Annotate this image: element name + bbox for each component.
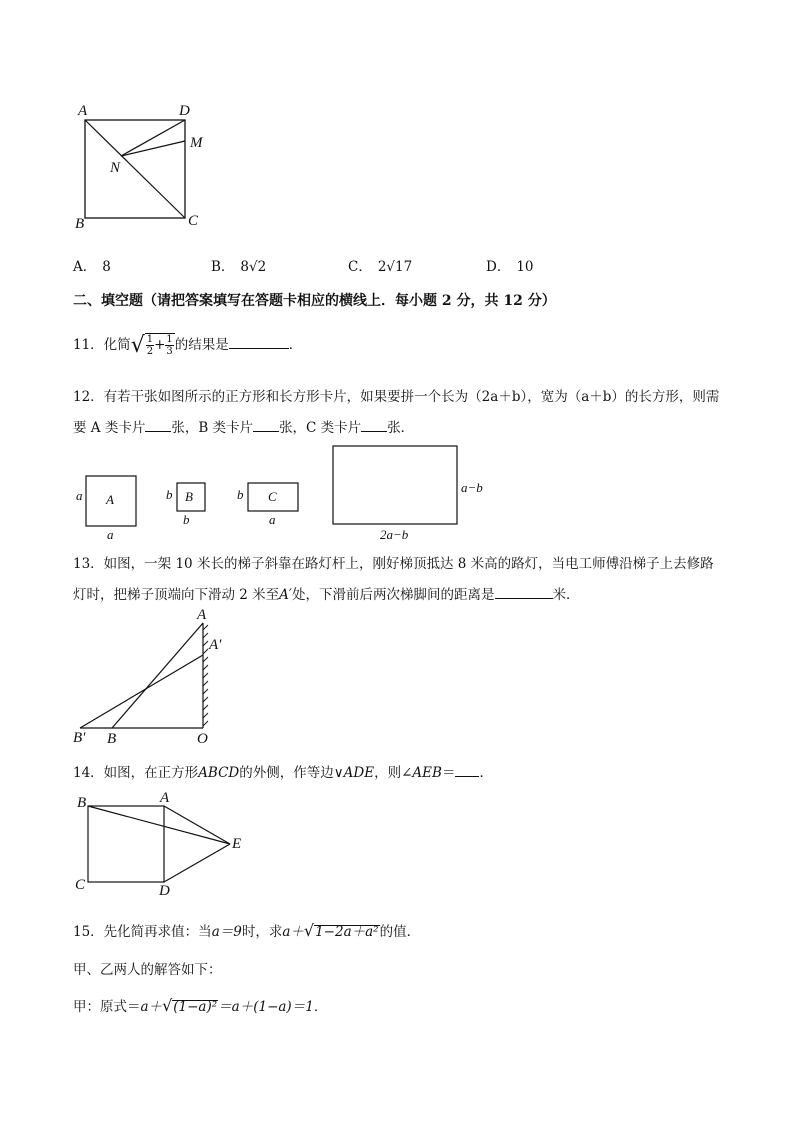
option-key: D． [486,259,511,275]
card-b-label: B [185,489,193,504]
q14-var3: AEB [412,765,442,781]
option-key: B． [211,259,235,275]
fig14-label-C: C [75,877,86,893]
card-a-side: a [76,488,83,503]
q15-line3 [73,995,327,1015]
fig14-label-E: E [232,836,242,852]
q13-text-c: 米． [552,587,580,603]
q14-var2: ADE [343,765,375,781]
option-text: 8 [102,259,111,275]
fig13-label-B-prime: B′ [73,730,86,746]
fig14-label-A: A [160,790,170,806]
option-key: C． [348,259,372,275]
section-heading: 二、填空题（请把答案填写在答题卡相应的横线上．每小题 2 分，共 12 分） [73,293,556,309]
q15-radicand: 1−2a＋a² [315,924,379,940]
radical-sign: √ [303,921,315,940]
fig13-label-A: A [197,607,207,623]
q12-text-c: 张，C 类卡片 [279,420,362,436]
card-b-bottom: b [183,512,190,527]
q15-text-a: 15．先化简再求值：当 [73,924,212,940]
q14-text-b: 的外侧，作等边∨ [239,765,344,781]
card-a-label: A [106,492,114,507]
option-key: A． [73,259,97,275]
frac1-num: 1 [146,334,154,345]
q15-line3-radicand: (1−a)² [173,999,218,1015]
option-text: 2√17 [377,259,413,275]
q12-text-d: 张． [387,420,415,436]
q12-text-b: 张，B 类卡片 [171,420,254,436]
q15-text-c: 的值． [379,924,421,940]
fig14-label-B: B [77,795,87,811]
q15-line3-expr2: ＝a＋(1−a)＝1． [218,999,328,1015]
fig13-label-A-prime: A′ [209,637,222,653]
radical-sign: √ [162,996,173,1015]
q14-text-d: ＝ [441,765,456,781]
q14-text-c: ，则∠ [374,765,413,781]
card-b-side: b [166,487,173,502]
q15-line3-expr1: a＋ [140,999,163,1015]
card-c-side: b [237,487,244,502]
q14-text-e: ． [479,765,493,781]
q15-expr-a: a＋ [282,924,304,940]
q13-text-b: 处，下滑前后两次梯脚间的距离是 [292,587,495,603]
frac2-num: 1 [166,334,173,345]
q14-var1: ABCD [198,765,240,781]
card-big-side: a−b [461,480,483,495]
q15-condition: a＝9 [211,924,242,940]
q12-text-a: 要 A 类卡片 [73,420,146,436]
q13-text-a: 灯时，把梯子顶端向下滑动 2 米至 [73,587,280,603]
q15-line3-prefix: 甲：原式＝ [73,999,141,1015]
option-text: 8√2 [240,259,267,275]
fig13-label-O: O [197,731,208,747]
fig10-label-D: D [179,103,190,119]
fig10-label-B: B [75,216,85,232]
q11-suffix: 的结果是 [174,337,229,353]
q15-line2: 甲、乙两人的解答如下： [73,962,222,978]
fig10-label-N: N [110,160,121,176]
frac2-den: 3 [166,346,173,357]
fig13-label-B: B [107,731,117,747]
fig10-label-M: M [190,135,203,151]
q11-prefix: 11．化简 [73,337,131,353]
q15-text-b: 时，求 [241,924,283,940]
fig10-label-C: C [188,213,199,229]
q13-var: A′ [279,587,292,603]
q11-plus: + [154,337,166,353]
frac1-den: 2 [146,346,154,357]
question-15 [73,920,420,940]
q14-text-a: 14．如图，在正方形 [73,765,199,781]
card-c-label: C [268,489,277,504]
radical-sign: √ [130,333,145,358]
fig14-label-D: D [159,883,170,899]
card-c-bottom: a [269,512,276,527]
card-big-bottom: 2a−b [380,527,409,542]
card-a-bottom: a [107,527,114,542]
q12-line1: 12．有若干张如图所示的正方形和长方形卡片，如果要拼一个长为（2a＋b），宽为（a＋b）的长方形，则需 [73,389,720,405]
fig10-label-A: A [78,103,88,119]
q11-end: ． [288,337,303,353]
option-text: 10 [516,259,534,275]
q13-line1: 13．如图，一架 10 米长的梯子斜靠在路灯杆上，刚好梯顶抵达 8 米高的路灯，当电工师傅沿梯子上去修路 [73,556,714,572]
